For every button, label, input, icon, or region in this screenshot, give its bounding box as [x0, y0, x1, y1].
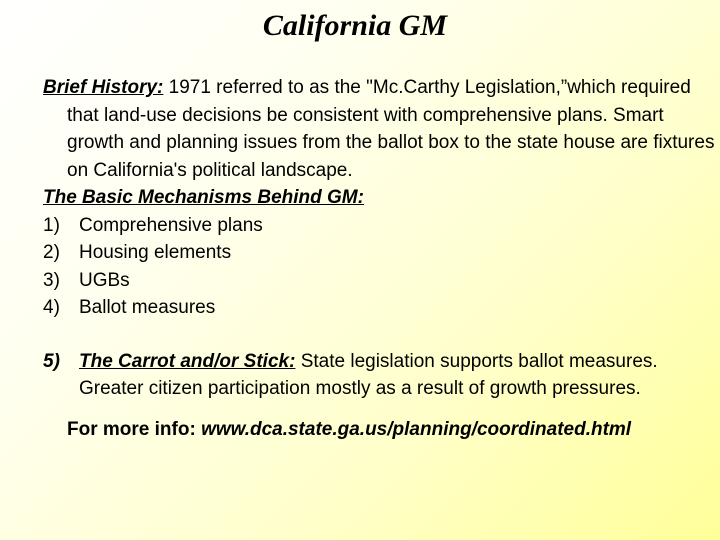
more-info-line — [67, 416, 631, 444]
list-text: Ballot measures — [79, 297, 216, 318]
brief-history-text: 1971 referred to as the "Mc.Carthy Legislation,”which required that land-use decisions be consistent with comprehensive plans. Smart growth and planning issues from the ballot box to the state house are fixtures on California's political landscape. — [67, 77, 715, 181]
brief-history-paragraph — [43, 74, 715, 184]
carrot-stick-label: The Carrot and/or Stick: — [79, 350, 296, 372]
list-item — [43, 239, 715, 267]
carrot-stick-text: State legislation supports ballot measures. Greater citizen participation mostly as a result of growth pressures. — [79, 350, 658, 399]
slide-title: California GM — [262, 9, 448, 42]
list-item — [43, 294, 715, 322]
list-number: 1) — [43, 214, 60, 236]
more-info-url[interactable]: www.dca.state.ga.us/planning/coordinated.html — [201, 419, 632, 440]
carrot-stick-body — [79, 348, 715, 403]
list-number: 4) — [43, 297, 60, 318]
spacer — [43, 322, 715, 348]
list-text: Comprehensive plans — [79, 214, 263, 236]
list-text: Housing elements — [79, 242, 232, 263]
list-number: 3) — [43, 269, 60, 291]
brief-history-label: Brief History: — [43, 77, 164, 98]
slide-content — [43, 74, 715, 403]
mechanisms-heading: The Basic Mechanisms Behind GM: — [43, 187, 364, 208]
list-text: UGBs — [79, 269, 130, 291]
more-info-label: For more info: — [67, 419, 202, 440]
list-item — [43, 212, 715, 240]
list-item — [43, 267, 715, 295]
list-number: 2) — [43, 242, 60, 263]
list-number: 5) — [43, 350, 60, 372]
carrot-stick-item — [43, 348, 715, 403]
